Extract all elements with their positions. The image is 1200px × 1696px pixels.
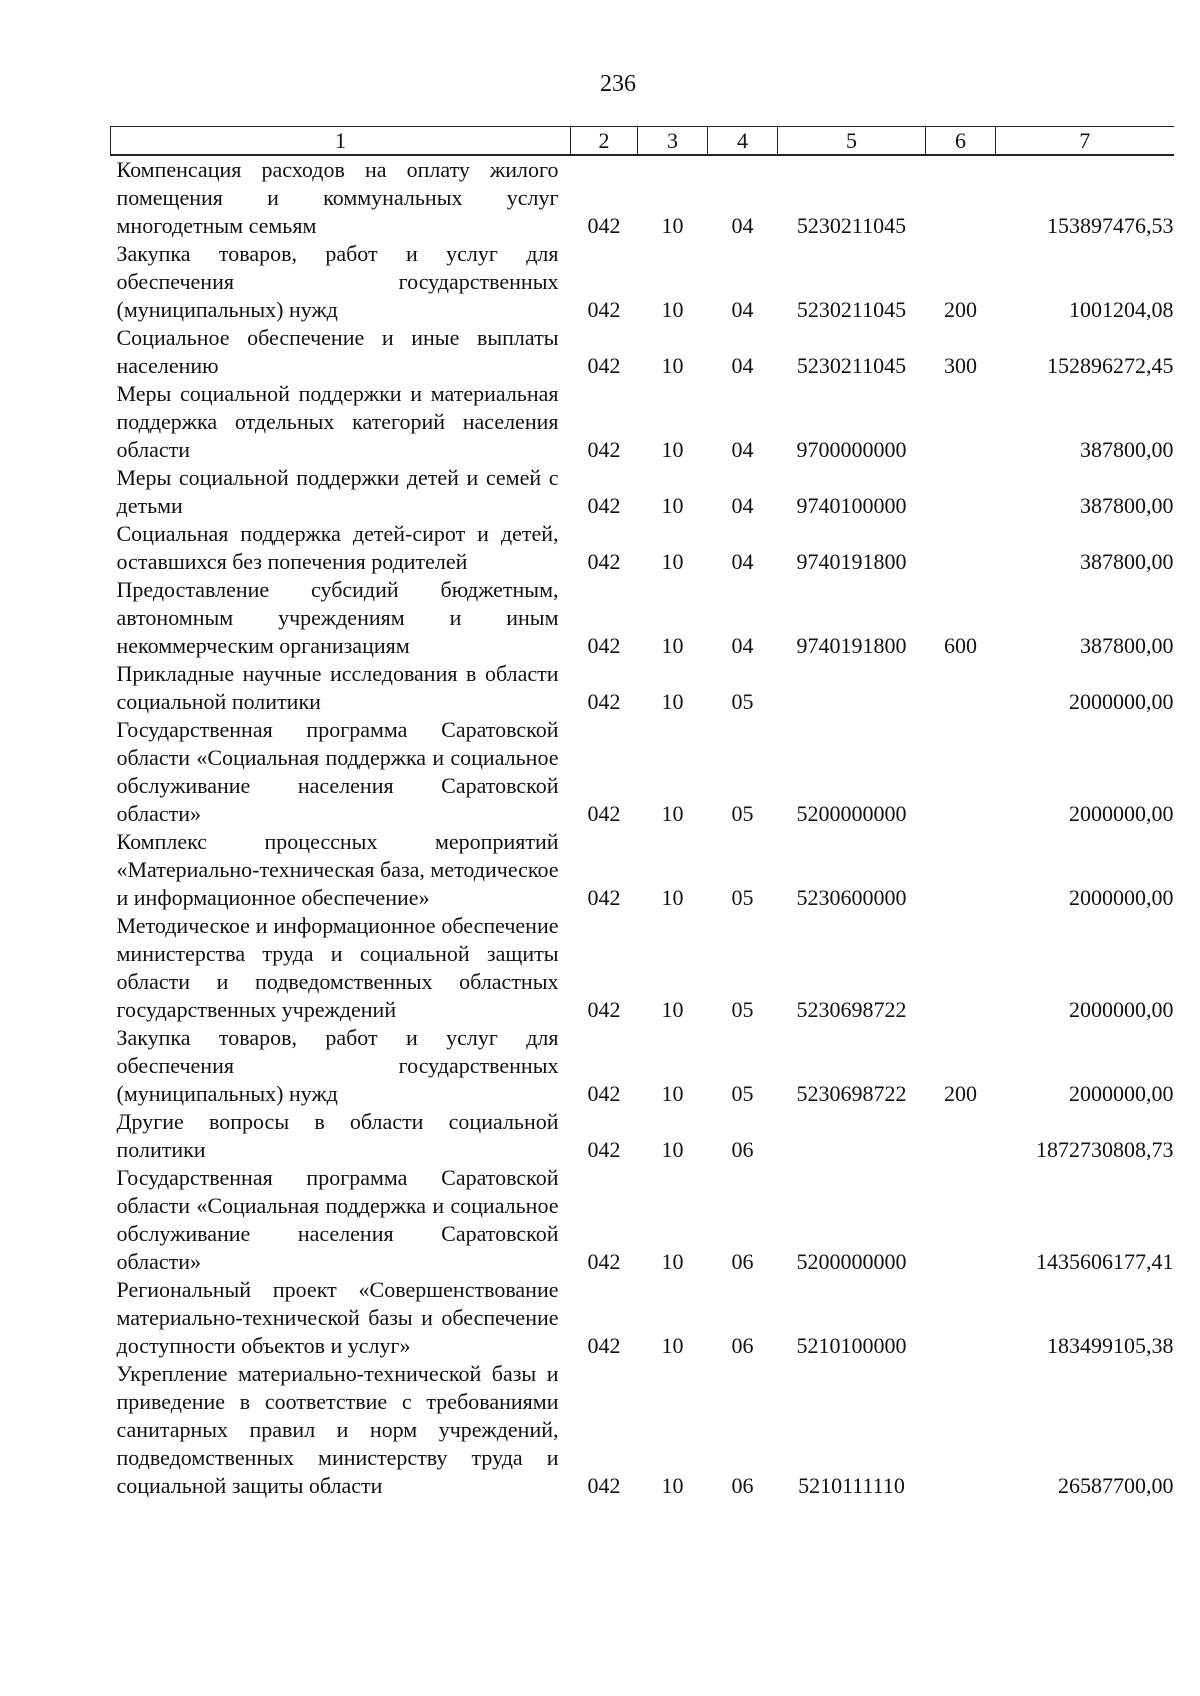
row-expense-type-code <box>926 1164 996 1276</box>
row-expense-type-code: 200 <box>944 1081 977 1106</box>
row-description: Меры социальной поддержки детей и семей с детьми <box>116 465 559 518</box>
row-subsection-code: 04 <box>731 549 754 574</box>
row-target-code: 5210100000 <box>796 1333 907 1358</box>
table-row <box>111 464 1174 520</box>
row-expense-type-code <box>926 1276 996 1360</box>
table-row <box>111 324 1174 380</box>
row-subsection-code: 05 <box>731 1081 754 1106</box>
row-description: Меры социальной поддержки и материальная поддержка отдельных категорий населения области <box>116 381 559 462</box>
row-expense-type-code <box>926 716 996 828</box>
row-admin-code: 042 <box>587 1473 621 1498</box>
row-section-code: 10 <box>661 493 684 518</box>
row-section-code: 10 <box>661 1249 684 1274</box>
row-section-code: 10 <box>661 297 684 322</box>
row-description: Социальное обеспечение и иные выплаты населению <box>116 325 559 378</box>
row-section-code: 10 <box>661 997 684 1022</box>
table-row <box>111 828 1174 912</box>
row-subsection-code: 04 <box>731 297 754 322</box>
row-expense-type-code <box>926 660 996 716</box>
row-expense-type-code <box>926 464 996 520</box>
row-target-code: 9740191800 <box>796 549 907 574</box>
row-description: Компенсация расходов на оплату жилого помещения и коммунальных услуг многодетным семьям <box>116 157 559 238</box>
row-subsection-code: 05 <box>731 801 754 826</box>
row-target-code: 9700000000 <box>796 437 907 462</box>
row-expense-type-code: 200 <box>944 297 977 322</box>
row-amount: 1435606177,41 <box>1036 1249 1174 1274</box>
row-admin-code: 042 <box>587 1249 621 1274</box>
header-cell-5: 5 <box>778 127 926 156</box>
row-admin-code: 042 <box>587 801 621 826</box>
row-section-code: 10 <box>661 213 684 238</box>
row-admin-code: 042 <box>587 1333 621 1358</box>
row-amount: 2000000,00 <box>1069 997 1174 1022</box>
row-subsection-code: 06 <box>731 1249 754 1274</box>
page-number: 236 <box>600 71 636 97</box>
row-amount: 26587700,00 <box>1058 1473 1174 1498</box>
row-subsection-code: 05 <box>731 997 754 1022</box>
table-row <box>111 1108 1174 1164</box>
row-section-code: 10 <box>661 633 684 658</box>
table-row <box>111 912 1174 1024</box>
row-admin-code: 042 <box>587 1137 621 1162</box>
row-amount: 1872730808,73 <box>1036 1137 1174 1162</box>
row-description: Прикладные научные исследования в области социальной политики <box>116 661 559 714</box>
row-section-code: 10 <box>661 549 684 574</box>
row-target-code: 5200000000 <box>796 801 907 826</box>
row-admin-code: 042 <box>587 689 621 714</box>
row-target-code: 5210111110 <box>798 1473 905 1498</box>
row-description: Предоставление субсидий бюджетным, автономным учреждениям и иным некоммерческим организациям <box>116 577 559 658</box>
row-description: Государственная программа Саратовской области «Социальная поддержка и социальное обслуживание населения Саратовской области» <box>116 1165 559 1274</box>
row-description: Методическое и информационное обеспечение министерства труда и социальной защиты области и подведомственных областных государственных учреждений <box>116 913 559 1022</box>
row-admin-code: 042 <box>587 493 621 518</box>
row-target-code: 5230211045 <box>796 297 907 322</box>
row-target-code <box>778 1108 926 1164</box>
header-cell-1: 1 <box>111 127 571 156</box>
row-description: Социальная поддержка детей-сирот и детей, оставшихся без попечения родителей <box>116 521 559 574</box>
row-amount: 387800,00 <box>1080 549 1174 574</box>
row-expense-type-code <box>926 520 996 576</box>
row-description: Государственная программа Саратовской области «Социальная поддержка и социальное обслуживание населения Саратовской области» <box>116 717 559 826</box>
row-section-code: 10 <box>661 1137 684 1162</box>
row-admin-code: 042 <box>587 633 621 658</box>
row-subsection-code: 04 <box>731 437 754 462</box>
table-row <box>111 1276 1174 1360</box>
row-description: Другие вопросы в области социальной политики <box>116 1109 559 1162</box>
table-row <box>111 380 1174 464</box>
table-row <box>111 520 1174 576</box>
header-cell-4: 4 <box>708 127 778 156</box>
row-subsection-code: 06 <box>731 1473 754 1498</box>
row-admin-code: 042 <box>587 885 621 910</box>
row-subsection-code: 05 <box>731 689 754 714</box>
row-expense-type-code <box>926 155 996 240</box>
row-amount: 2000000,00 <box>1069 1081 1174 1106</box>
row-subsection-code: 06 <box>731 1137 754 1162</box>
table-row <box>111 1360 1174 1500</box>
row-target-code: 9740191800 <box>796 633 907 658</box>
row-expense-type-code: 300 <box>944 353 977 378</box>
table-row <box>111 1164 1174 1276</box>
row-expense-type-code <box>926 1360 996 1500</box>
row-admin-code: 042 <box>587 213 621 238</box>
row-target-code: 5200000000 <box>796 1249 907 1274</box>
row-expense-type-code <box>926 828 996 912</box>
row-description: Закупка товаров, работ и услуг для обеспечения государственных (муниципальных) нужд <box>116 1025 559 1106</box>
table-row <box>111 155 1174 240</box>
row-amount: 2000000,00 <box>1069 689 1174 714</box>
row-admin-code: 042 <box>587 353 621 378</box>
row-section-code: 10 <box>661 689 684 714</box>
row-amount: 1001204,08 <box>1069 297 1174 322</box>
row-subsection-code: 06 <box>731 1333 754 1358</box>
row-subsection-code: 04 <box>731 633 754 658</box>
table-row <box>111 1024 1174 1108</box>
row-admin-code: 042 <box>587 437 621 462</box>
row-expense-type-code: 600 <box>944 633 977 658</box>
row-expense-type-code <box>926 1108 996 1164</box>
header-cell-3: 3 <box>638 127 708 156</box>
row-description: Укрепление материально-технической базы и приведение в соответствие с требованиями санитарных правил и норм учреждений, подведомственных министерству труда и социальной защиты области <box>116 1361 559 1498</box>
row-expense-type-code <box>926 912 996 1024</box>
row-target-code: 5230600000 <box>796 885 907 910</box>
row-target-code: 9740100000 <box>796 493 907 518</box>
row-admin-code: 042 <box>587 549 621 574</box>
row-amount: 387800,00 <box>1080 633 1174 658</box>
row-target-code: 5230211045 <box>796 353 907 378</box>
row-amount: 387800,00 <box>1080 493 1174 518</box>
row-description: Комплекс процессных мероприятий «Материально-техническая база, методическое и информационное обеспечение» <box>116 829 559 910</box>
table-row <box>111 240 1174 324</box>
row-target-code <box>778 660 926 716</box>
row-amount: 153897476,53 <box>1047 213 1174 238</box>
row-section-code: 10 <box>661 885 684 910</box>
row-section-code: 10 <box>661 1473 684 1498</box>
row-target-code: 5230698722 <box>796 997 907 1022</box>
row-subsection-code: 04 <box>731 493 754 518</box>
row-section-code: 10 <box>661 1081 684 1106</box>
header-cell-6: 6 <box>926 127 996 156</box>
row-subsection-code: 04 <box>731 353 754 378</box>
row-admin-code: 042 <box>587 297 621 322</box>
row-subsection-code: 04 <box>731 213 754 238</box>
row-amount: 2000000,00 <box>1069 885 1174 910</box>
row-amount: 183499105,38 <box>1047 1333 1174 1358</box>
row-section-code: 10 <box>661 353 684 378</box>
row-amount: 152896272,45 <box>1047 353 1174 378</box>
table-row <box>111 576 1174 660</box>
table-row <box>111 660 1174 716</box>
budget-table <box>110 126 1174 1500</box>
row-target-code: 5230698722 <box>796 1081 907 1106</box>
row-description: Региональный проект «Совершенствование материально-технической базы и обеспечение доступности объектов и услуг» <box>116 1277 559 1358</box>
row-amount: 2000000,00 <box>1069 801 1174 826</box>
row-description: Закупка товаров, работ и услуг для обеспечения государственных (муниципальных) нужд <box>116 241 559 322</box>
row-admin-code: 042 <box>587 997 621 1022</box>
header-cell-2: 2 <box>571 127 638 156</box>
header-row <box>111 127 1174 156</box>
row-section-code: 10 <box>661 437 684 462</box>
table-body <box>111 155 1174 1500</box>
row-target-code: 5230211045 <box>796 213 907 238</box>
row-admin-code: 042 <box>587 1081 621 1106</box>
row-section-code: 10 <box>661 1333 684 1358</box>
table-row <box>111 716 1174 828</box>
row-section-code: 10 <box>661 801 684 826</box>
row-amount: 387800,00 <box>1080 437 1174 462</box>
row-subsection-code: 05 <box>731 885 754 910</box>
row-expense-type-code <box>926 380 996 464</box>
header-cell-7: 7 <box>996 127 1174 156</box>
